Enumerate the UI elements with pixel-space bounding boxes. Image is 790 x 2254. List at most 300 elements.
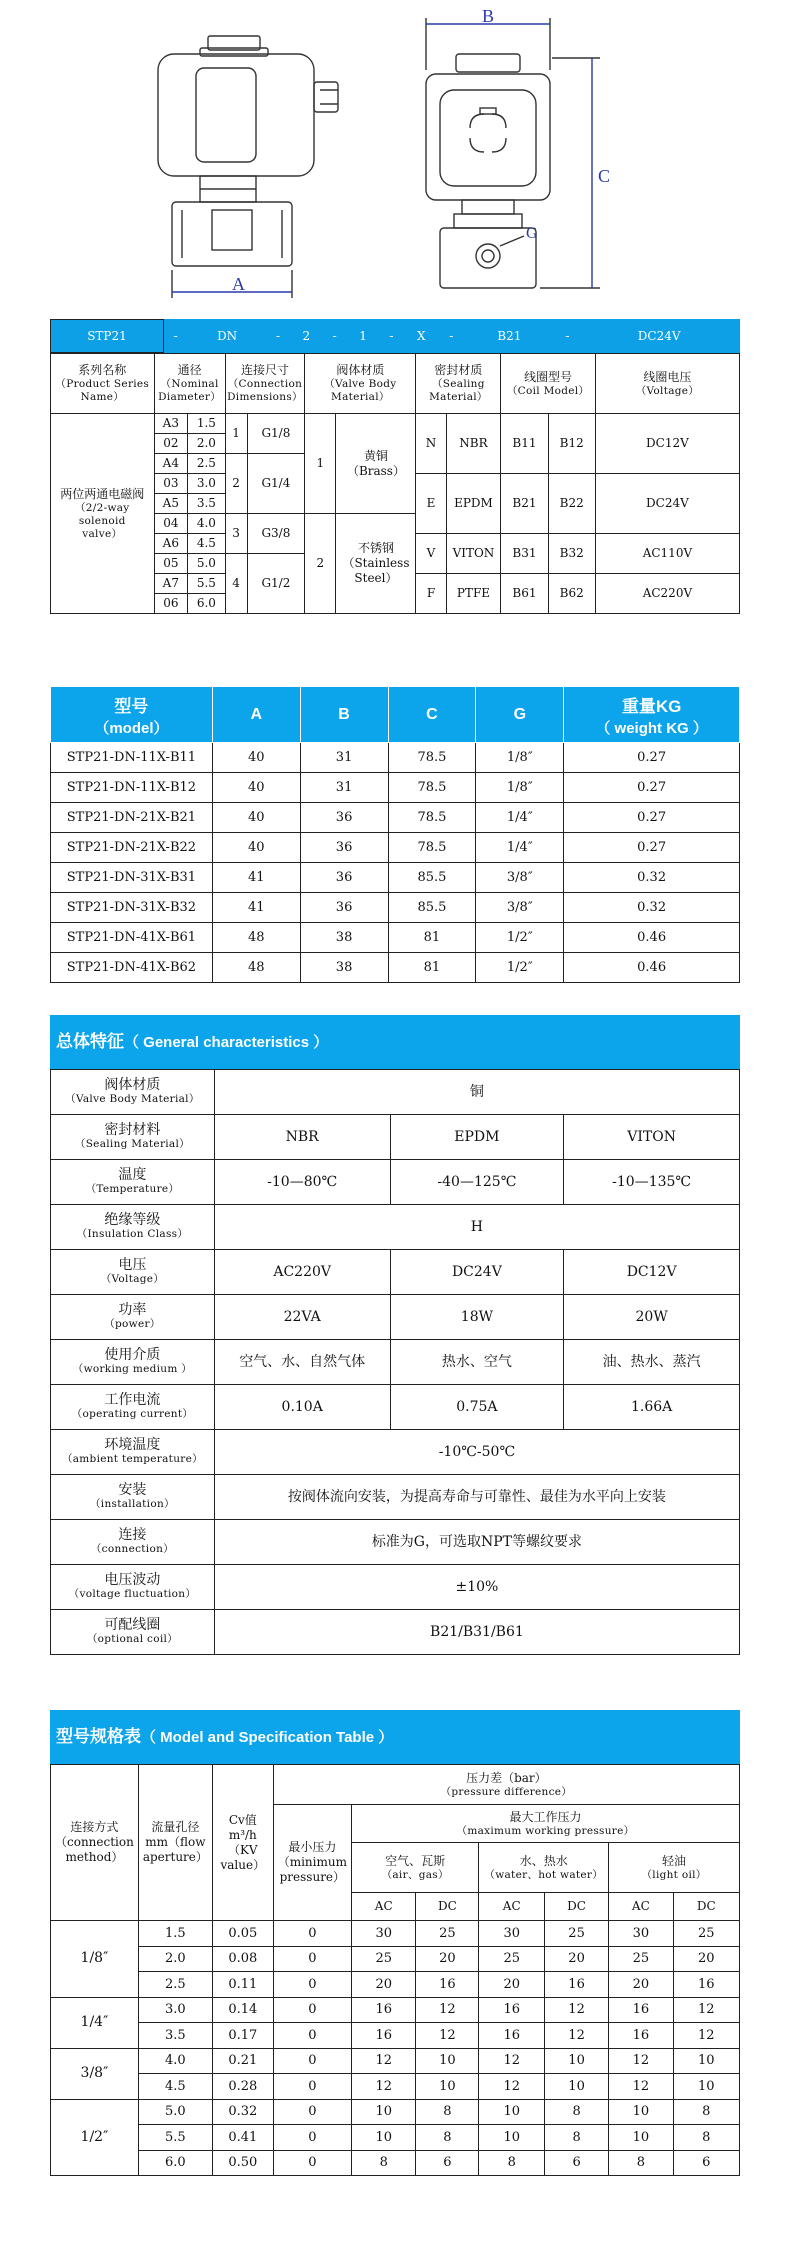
code-part: 1 <box>359 328 367 343</box>
general-value: -40—125℃ <box>390 1160 564 1205</box>
coil-a: B21 <box>501 474 548 534</box>
general-label-cn: 电压波动 <box>104 1572 161 1588</box>
general-title-en: （ General characteristics ） <box>124 1034 329 1051</box>
spec-cell: 0.14 <box>212 1997 273 2023</box>
general-label-en: （voltage fluctuation） <box>68 1588 197 1600</box>
spec-cell: 16 <box>351 1997 416 2023</box>
code-dash: - <box>449 328 454 343</box>
spec-cell: 10 <box>416 2074 479 2100</box>
dims-cell: 0.27 <box>564 743 740 773</box>
spec-cell: 12 <box>545 2023 609 2049</box>
diameter-value: 3.0 <box>188 474 226 494</box>
dims-row <box>51 863 740 893</box>
code-dash: - <box>173 328 178 343</box>
dims-cell: 1/4″ <box>476 803 564 833</box>
spec-cell: 20 <box>609 1972 674 1998</box>
diameter-value: 2.5 <box>188 454 226 474</box>
spec-cell: 0.28 <box>212 2074 273 2100</box>
spec-cell: 1.5 <box>138 1921 212 1947</box>
dims-row <box>51 833 740 863</box>
code-dash: - <box>275 328 281 343</box>
spec-cell: 8 <box>416 2099 479 2125</box>
general-label-en: （connection） <box>90 1543 174 1555</box>
seal-name: VITON <box>446 534 501 574</box>
voltage: AC220V <box>595 574 739 614</box>
spec-row <box>51 1921 740 1947</box>
spec-cell: 20 <box>545 1946 609 1972</box>
spec-row <box>51 2150 740 2176</box>
general-value: 18W <box>390 1295 564 1340</box>
spec-title: 型号规格表 <box>56 1727 141 1746</box>
dims-cell: 36 <box>300 803 388 833</box>
spec-cell: 16 <box>479 2023 545 2049</box>
hdr-coil: 线圈型号 （Coil Model） <box>501 354 596 414</box>
code-part: DC24V <box>637 328 681 343</box>
diameter-value: 4.5 <box>188 534 226 554</box>
coil-a: B31 <box>501 534 548 574</box>
general-value: -10℃-50℃ <box>214 1430 739 1475</box>
spec-cell: 30 <box>479 1921 545 1947</box>
general-label-cn: 安装 <box>118 1482 147 1498</box>
code-dash: - <box>565 328 570 343</box>
label-b: B <box>482 6 495 26</box>
spec-cell: 30 <box>609 1921 674 1947</box>
spec-cell: 0.17 <box>212 2023 273 2049</box>
spec-cell: 8 <box>673 2099 739 2125</box>
general-value: -10—80℃ <box>214 1160 390 1205</box>
spec-cell: 25 <box>479 1946 545 1972</box>
spec-cell: 10 <box>351 2099 416 2125</box>
spec-cell: 8 <box>545 2125 609 2151</box>
coil-b: B12 <box>548 414 595 474</box>
general-row <box>51 1115 740 1160</box>
general-title: 总体特征 <box>56 1032 124 1051</box>
general-table <box>50 1069 740 1655</box>
dims-cell: 41 <box>212 893 300 923</box>
spec-cell: 10 <box>609 2125 674 2151</box>
voltage: AC110V <box>595 534 739 574</box>
dims-body <box>51 743 740 983</box>
hdr-seal: 密封材质 （Sealing Material） <box>416 354 501 414</box>
spec-hdr-dc: DC <box>416 1893 479 1921</box>
spec-cell: 12 <box>673 1997 739 2023</box>
seal-name: EPDM <box>446 474 501 534</box>
general-label-cn: 使用介质 <box>104 1347 161 1363</box>
general-value: 20W <box>564 1295 740 1340</box>
spec-hdr-group-oil: 轻油 （light oil） <box>609 1843 740 1893</box>
diameter-code: 06 <box>154 594 188 614</box>
coil-b: B32 <box>548 534 595 574</box>
diameter-code: 05 <box>154 554 188 574</box>
general-label-en: （operating current） <box>71 1408 194 1420</box>
spec-body <box>51 1921 740 2176</box>
general-label-cn: 阀体材质 <box>104 1077 161 1093</box>
dims-cell: 36 <box>300 893 388 923</box>
dims-cell: 0.32 <box>564 893 740 923</box>
spec-connection: 3/8″ <box>51 2048 139 2099</box>
spec-row <box>51 1997 740 2023</box>
spec-cell: 16 <box>351 2023 416 2049</box>
spec-cell: 0 <box>273 2048 351 2074</box>
general-value: B21/B31/B61 <box>214 1610 739 1655</box>
general-label <box>51 1070 215 1115</box>
code-part: X <box>417 328 426 343</box>
spec-connection: 1/2″ <box>51 2099 139 2176</box>
spec-cell: 12 <box>673 2023 739 2049</box>
spec-hdr-dc: DC <box>545 1893 609 1921</box>
seal-code: F <box>416 574 446 614</box>
label-c: C <box>598 166 611 186</box>
spec-hdr-group-water: 水、热水 （water、hot water） <box>479 1843 609 1893</box>
general-value: 热水、空气 <box>390 1340 564 1385</box>
spec-cell: 12 <box>479 2048 545 2074</box>
dims-cell: 78.5 <box>388 773 476 803</box>
general-label-en: （ambient temperature） <box>61 1453 203 1465</box>
dims-cell: STP21-DN-21X-B22 <box>51 833 213 863</box>
body-name: 不锈钢（Stainless Steel） <box>336 514 416 614</box>
spec-hdr-ac: AC <box>351 1893 416 1921</box>
diameter-code: A4 <box>154 454 188 474</box>
dims-cell: 0.46 <box>564 923 740 953</box>
spec-cell: 16 <box>673 1972 739 1998</box>
spec-cell: 5.5 <box>138 2125 212 2151</box>
general-value: 空气、水、自然气体 <box>214 1340 390 1385</box>
general-label <box>51 1205 215 1250</box>
spec-cell: 16 <box>479 1997 545 2023</box>
spec-cell: 10 <box>673 2074 739 2100</box>
general-label-cn: 温度 <box>118 1167 147 1183</box>
spec-connection: 1/8″ <box>51 1921 139 1998</box>
spec-section-header <box>50 1710 740 1764</box>
general-label-en: （Voltage） <box>100 1273 165 1285</box>
dims-cell: 1/4″ <box>476 833 564 863</box>
spec-cell: 0.21 <box>212 2048 273 2074</box>
spec-row <box>51 2074 740 2100</box>
conn-size: G1/4 <box>247 454 305 514</box>
body-code: 2 <box>305 514 336 614</box>
spec-title-en: （ Model and Specification Table ） <box>141 1729 394 1746</box>
dims-row <box>51 953 740 983</box>
spec-cell: 0.41 <box>212 2125 273 2151</box>
valve-body-left <box>172 202 292 266</box>
general-label-cn: 电压 <box>118 1257 147 1273</box>
spec-cell: 12 <box>351 2048 416 2074</box>
spec-cell: 10 <box>416 2048 479 2074</box>
seal-code: E <box>416 474 446 534</box>
conn-code: 4 <box>225 554 247 614</box>
dims-cell: 0.46 <box>564 953 740 983</box>
general-label-cn: 环境温度 <box>104 1437 161 1453</box>
coil-b: B62 <box>548 574 595 614</box>
code-dash: - <box>389 328 394 343</box>
spec-cell: 10 <box>609 2099 674 2125</box>
dims-cell: 31 <box>300 743 388 773</box>
spec-cell: 0.11 <box>212 1972 273 1998</box>
general-value: 0.10A <box>214 1385 390 1430</box>
general-row <box>51 1250 740 1295</box>
dims-hdr-a: A <box>212 687 300 743</box>
spec-cell: 0.05 <box>212 1921 273 1947</box>
spec-header-row-1 <box>51 1765 740 1805</box>
spec-cell: 6 <box>673 2150 739 2176</box>
general-value: EPDM <box>390 1115 564 1160</box>
spec-cell: 20 <box>479 1972 545 1998</box>
seal-code: V <box>416 534 446 574</box>
dims-cell: STP21-DN-41X-B62 <box>51 953 213 983</box>
spec-cell: 10 <box>545 2048 609 2074</box>
general-label-en: （Valve Body Material） <box>65 1093 200 1105</box>
diameter-value: 5.0 <box>188 554 226 574</box>
spec-cell: 6 <box>416 2150 479 2176</box>
spec-cell: 10 <box>673 2048 739 2074</box>
diameter-code: 04 <box>154 514 188 534</box>
hdr-body: 阀体材质 （Valve Body Material） <box>305 354 416 414</box>
general-row <box>51 1070 740 1115</box>
diameter-value: 3.5 <box>188 494 226 514</box>
series-name-cell: 两位两通电磁阀 （2/2-way solenoid valve） <box>51 414 155 614</box>
dims-cell: STP21-DN-41X-B61 <box>51 923 213 953</box>
general-value: -10—135℃ <box>564 1160 740 1205</box>
spec-hdr-ac: AC <box>479 1893 545 1921</box>
seal-name: PTFE <box>446 574 501 614</box>
spec-hdr-cv: Cv值 m³/h（KV value） <box>212 1765 273 1921</box>
spec-cell: 20 <box>416 1946 479 1972</box>
spec-cell: 0 <box>273 1997 351 2023</box>
general-section-header <box>50 1015 740 1069</box>
general-label <box>51 1475 215 1520</box>
dims-cell: 40 <box>212 833 300 863</box>
dims-cell: STP21-DN-11X-B11 <box>51 743 213 773</box>
port-circle <box>476 244 500 268</box>
general-body <box>51 1070 740 1655</box>
seal-code: N <box>416 414 446 474</box>
general-label-cn: 绝缘等级 <box>104 1212 161 1228</box>
hdr-series: 系列名称 （Product Series Name） <box>51 354 155 414</box>
spec-cell: 0 <box>273 2074 351 2100</box>
diameter-value: 1.5 <box>188 414 226 434</box>
dims-hdr-c: C <box>388 687 476 743</box>
general-row <box>51 1295 740 1340</box>
dims-cell: 0.32 <box>564 863 740 893</box>
spec-hdr-max: 最大工作压力 （maximum working pressure） <box>351 1805 739 1843</box>
spec-cell: 12 <box>416 2023 479 2049</box>
label-g: G <box>526 225 538 242</box>
ordering-code-section <box>50 319 740 614</box>
coil-b: B22 <box>548 474 595 534</box>
dims-cell: STP21-DN-31X-B32 <box>51 893 213 923</box>
code-part: STP21 <box>51 320 164 353</box>
dims-cell: 36 <box>300 833 388 863</box>
diameter-code: A7 <box>154 574 188 594</box>
dims-cell: 0.27 <box>564 803 740 833</box>
general-label-cn: 可配线圈 <box>104 1617 161 1633</box>
general-label-en: （power） <box>104 1318 161 1330</box>
general-label <box>51 1610 215 1655</box>
dimensions-table <box>50 686 740 983</box>
conn-code: 1 <box>225 414 247 454</box>
spec-cell: 0 <box>273 2150 351 2176</box>
general-value: H <box>214 1205 739 1250</box>
dims-hdr-g: G <box>476 687 564 743</box>
diameter-code: A3 <box>154 414 188 434</box>
general-label-cn: 功率 <box>118 1302 147 1318</box>
spec-cell: 4.5 <box>138 2074 212 2100</box>
spec-cell: 12 <box>609 2048 674 2074</box>
general-label <box>51 1520 215 1565</box>
spec-cell: 20 <box>673 1946 739 1972</box>
spec-hdr-conn: 连接方式（connection method） <box>51 1765 139 1921</box>
dims-cell: 85.5 <box>388 863 476 893</box>
spec-row <box>51 2099 740 2125</box>
spec-cell: 8 <box>479 2150 545 2176</box>
dims-cell: 48 <box>212 953 300 983</box>
body-name: 黄铜（Brass） <box>336 414 416 514</box>
dims-cell: 0.27 <box>564 833 740 863</box>
spec-cell: 0 <box>273 1946 351 1972</box>
general-row <box>51 1610 740 1655</box>
dims-cell: 36 <box>300 863 388 893</box>
spec-hdr-min: 最小压力（minimum pressure） <box>273 1805 351 1921</box>
dims-cell: 1/2″ <box>476 953 564 983</box>
dims-cell: 41 <box>212 863 300 893</box>
dims-cell: 38 <box>300 923 388 953</box>
conn-code: 2 <box>225 454 247 514</box>
spec-cell: 20 <box>351 1972 416 1998</box>
general-row <box>51 1430 740 1475</box>
general-row <box>51 1565 740 1610</box>
general-value: 油、热水、蒸汽 <box>564 1340 740 1385</box>
voltage: DC24V <box>595 474 739 534</box>
spec-row <box>51 2125 740 2151</box>
terminal-left <box>314 82 338 112</box>
spec-hdr-ac: AC <box>609 1893 674 1921</box>
diameter-code: 03 <box>154 474 188 494</box>
spec-cell: 12 <box>609 2074 674 2100</box>
spec-row <box>51 2023 740 2049</box>
diameter-code: 02 <box>154 434 188 454</box>
dims-row <box>51 923 740 953</box>
seal-name: NBR <box>446 414 501 474</box>
spec-cell: 6.0 <box>138 2150 212 2176</box>
spec-cell: 3.5 <box>138 2023 212 2049</box>
dims-cell: 38 <box>300 953 388 983</box>
dims-cell: 78.5 <box>388 743 476 773</box>
general-value: ±10% <box>214 1565 739 1610</box>
spec-cell: 16 <box>416 1972 479 1998</box>
diameter-value: 4.0 <box>188 514 226 534</box>
diameter-value: 6.0 <box>188 594 226 614</box>
general-value: NBR <box>214 1115 390 1160</box>
general-label-en: （optional coil） <box>86 1633 178 1645</box>
spec-cell: 2.5 <box>138 1972 212 1998</box>
dims-cell: 78.5 <box>388 833 476 863</box>
label-a: A <box>232 274 245 294</box>
hdr-diameter: 通径 （Nominal Diameter） <box>154 354 225 414</box>
general-row <box>51 1205 740 1250</box>
dims-cell: 0.27 <box>564 773 740 803</box>
general-label <box>51 1340 215 1385</box>
general-label-en: （Sealing Material） <box>74 1138 190 1150</box>
spec-cell: 0.08 <box>212 1946 273 1972</box>
conn-size: G1/2 <box>247 554 305 614</box>
diameter-code: A5 <box>154 494 188 514</box>
code-part: DN <box>217 328 238 343</box>
dims-row <box>51 803 740 833</box>
dims-header-row <box>51 687 740 743</box>
spec-cell: 10 <box>479 2125 545 2151</box>
spec-hdr-dc: DC <box>673 1893 739 1921</box>
dims-cell: 31 <box>300 773 388 803</box>
dims-cell: 3/8″ <box>476 893 564 923</box>
spec-cell: 12 <box>479 2074 545 2100</box>
code-options-table <box>50 353 740 614</box>
general-label <box>51 1250 215 1295</box>
dims-cell: 1/2″ <box>476 923 564 953</box>
spec-cell: 5.0 <box>138 2099 212 2125</box>
dims-cell: 3/8″ <box>476 863 564 893</box>
diameter-code: A6 <box>154 534 188 554</box>
spec-cell: 0 <box>273 2023 351 2049</box>
spec-cell: 8 <box>673 2125 739 2151</box>
dims-cell: 81 <box>388 923 476 953</box>
general-value: 1.66A <box>564 1385 740 1430</box>
spec-cell: 0 <box>273 2099 351 2125</box>
voltage: DC12V <box>595 414 739 474</box>
spec-cell: 12 <box>545 1997 609 2023</box>
general-label-en: （Insulation Class） <box>76 1228 189 1240</box>
spec-cell: 0 <box>273 2125 351 2151</box>
general-row <box>51 1340 740 1385</box>
dims-cell: 78.5 <box>388 803 476 833</box>
general-label-cn: 连接 <box>118 1527 147 1543</box>
spec-cell: 16 <box>609 2023 674 2049</box>
spec-cell: 16 <box>609 1997 674 2023</box>
code-part: 2 <box>302 328 311 343</box>
code-header-row <box>51 354 740 414</box>
spec-cell: 0 <box>273 1921 351 1947</box>
spec-cell: 12 <box>416 1997 479 2023</box>
coil-a: B61 <box>501 574 548 614</box>
spec-connection: 1/4″ <box>51 1997 139 2048</box>
conn-size: G1/8 <box>247 414 305 454</box>
spec-cell: 25 <box>351 1946 416 1972</box>
general-value: DC12V <box>564 1250 740 1295</box>
dims-hdr-b: B <box>300 687 388 743</box>
code-bar-row <box>51 320 741 353</box>
diameter-value: 2.0 <box>188 434 226 454</box>
valve-drawings <box>0 0 790 310</box>
general-value: DC24V <box>390 1250 564 1295</box>
dims-row <box>51 893 740 923</box>
general-label <box>51 1565 215 1610</box>
general-label <box>51 1385 215 1430</box>
general-value: 标准为G，可选取NPT等螺纹要求 <box>214 1520 739 1565</box>
spec-row <box>51 1946 740 1972</box>
dims-row <box>51 743 740 773</box>
spec-cell: 10 <box>479 2099 545 2125</box>
general-label <box>51 1295 215 1340</box>
hdr-voltage: 线圈电压 （Voltage） <box>595 354 739 414</box>
code-dash: - <box>332 328 337 343</box>
general-value: AC220V <box>214 1250 390 1295</box>
spec-cell: 10 <box>351 2125 416 2151</box>
spec-cell: 8 <box>416 2125 479 2151</box>
spec-hdr-flow: 流量孔径mm（flow aperture） <box>138 1765 212 1921</box>
general-value: 22VA <box>214 1295 390 1340</box>
dims-cell: STP21-DN-21X-B21 <box>51 803 213 833</box>
general-value: VITON <box>564 1115 740 1160</box>
spec-cell: 8 <box>351 2150 416 2176</box>
